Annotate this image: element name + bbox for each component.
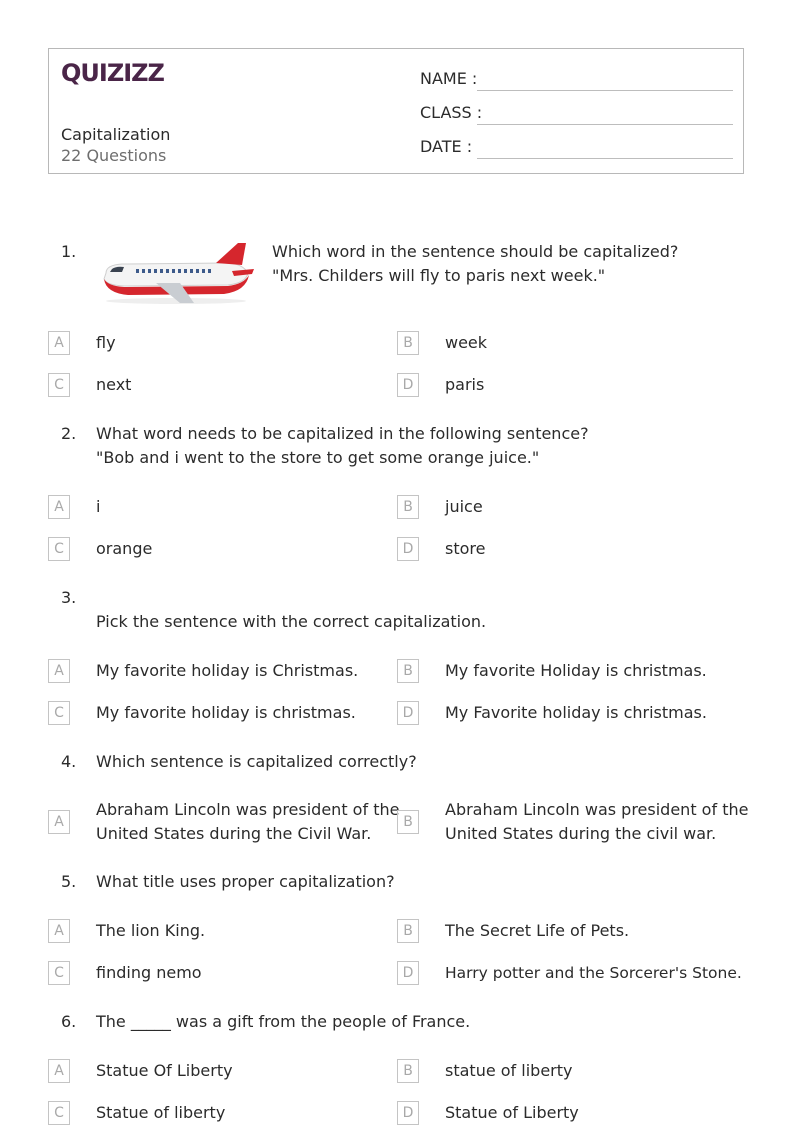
option-c-box[interactable]: C (48, 537, 70, 561)
option-c-box[interactable]: C (48, 701, 70, 725)
option-a-text: United States during the Civil War. (96, 824, 372, 843)
option-c-text: orange (96, 539, 153, 558)
option-d-text: Statue of Liberty (445, 1103, 579, 1122)
option-b-text: The Secret Life of Pets. (445, 921, 630, 940)
question-number: 3. (61, 588, 77, 607)
option-a-text: i (96, 497, 101, 516)
question-number: 5. (61, 872, 77, 891)
option-b-box[interactable]: B (397, 919, 419, 943)
question-number: 1. (61, 242, 77, 261)
option-a-box[interactable]: A (48, 1059, 70, 1083)
option-c-box[interactable]: C (48, 373, 70, 397)
option-c-text: Statue of liberty (96, 1103, 226, 1122)
question-text: Which sentence is capitalized correctly? (96, 752, 417, 771)
question-text: The _____ was a gift from the people of France. (96, 1012, 471, 1031)
option-b-text: Abraham Lincoln was president of the (445, 800, 749, 819)
option-b-text: statue of liberty (445, 1061, 573, 1080)
option-b-text: juice (445, 497, 483, 516)
option-a-box[interactable]: A (48, 495, 70, 519)
question-text: Which word in the sentence should be capitalized? (272, 242, 679, 261)
worksheet-header (48, 48, 744, 174)
question-text: "Mrs. Childers will fly to paris next week." (272, 266, 606, 285)
name-label: NAME : (420, 69, 478, 88)
option-d-text: store (445, 539, 486, 558)
quizizz-logo: QUIZIZZ (61, 59, 164, 87)
name-field[interactable] (477, 90, 733, 91)
option-c-box[interactable]: C (48, 961, 70, 985)
option-a-box[interactable]: A (48, 919, 70, 943)
option-c-text: next (96, 375, 132, 394)
airplane-illustration (96, 239, 256, 307)
question-text: Pick the sentence with the correct capitalization. (96, 612, 487, 631)
option-a-box[interactable]: A (48, 331, 70, 355)
option-c-text: finding nemo (96, 963, 202, 982)
option-a-text: The lion King. (96, 921, 206, 940)
worksheet-title: Capitalization (61, 125, 171, 144)
option-b-text: week (445, 333, 488, 352)
option-b-text: My favorite Holiday is christmas. (445, 661, 707, 680)
option-d-box[interactable]: D (397, 1101, 419, 1125)
question-text: What word needs to be capitalized in the following sentence? (96, 424, 589, 443)
option-c-text: My favorite holiday is christmas. (96, 703, 356, 722)
option-a-box[interactable]: A (48, 659, 70, 683)
option-a-text: My favorite holiday is Christmas. (96, 661, 359, 680)
option-d-box[interactable]: D (397, 373, 419, 397)
option-b-box[interactable]: B (397, 331, 419, 355)
option-d-text: paris (445, 375, 485, 394)
class-field[interactable] (477, 124, 733, 125)
option-b-box[interactable]: B (397, 810, 419, 834)
question-number: 4. (61, 752, 77, 771)
option-a-text: Statue Of Liberty (96, 1061, 233, 1080)
date-label: DATE : (420, 137, 473, 156)
class-label: CLASS : (420, 103, 483, 122)
question-number: 6. (61, 1012, 77, 1031)
question-text: What title uses proper capitalization? (96, 872, 395, 891)
option-d-box[interactable]: D (397, 961, 419, 985)
option-b-text: United States during the civil war. (445, 824, 717, 843)
question-count: 22 Questions (61, 146, 167, 165)
option-d-text: Harry potter and the Sorcerer's Stone. (445, 964, 742, 982)
question-text: "Bob and i went to the store to get some orange juice." (96, 448, 540, 467)
date-field[interactable] (477, 158, 733, 159)
question-number: 2. (61, 424, 77, 443)
option-b-box[interactable]: B (397, 495, 419, 519)
option-a-box[interactable]: A (48, 810, 70, 834)
option-c-box[interactable]: C (48, 1101, 70, 1125)
option-d-box[interactable]: D (397, 537, 419, 561)
option-d-text: My Favorite holiday is christmas. (445, 703, 707, 722)
option-d-box[interactable]: D (397, 701, 419, 725)
option-a-text: Abraham Lincoln was president of the (96, 800, 400, 819)
option-a-text: fly (96, 333, 116, 352)
option-b-box[interactable]: B (397, 1059, 419, 1083)
option-b-box[interactable]: B (397, 659, 419, 683)
